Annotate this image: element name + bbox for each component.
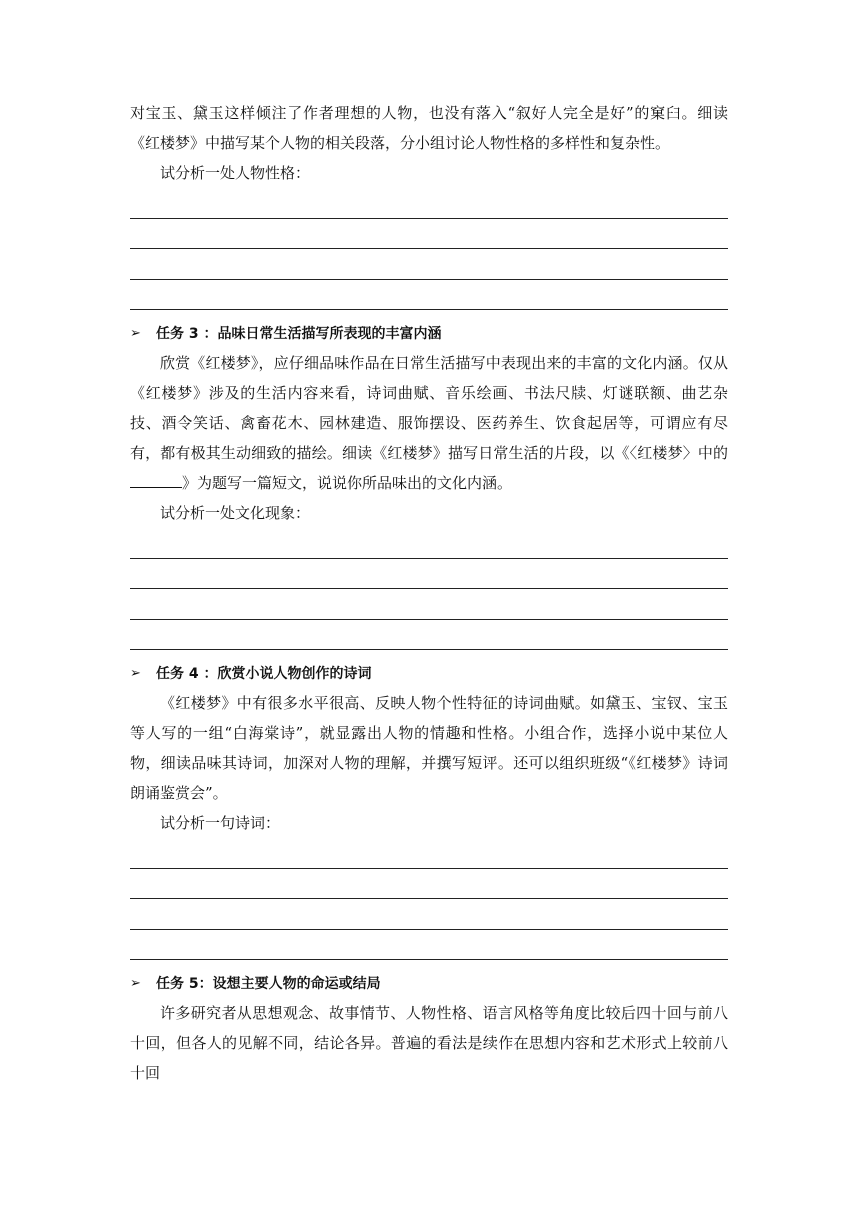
task3-body-start: 欣赏《红楼梦》，应仔细品味作品在日常生活描写中表现出来的丰富的文化内涵。仅从《红楼梦》涉及的生活内容来看，诗词曲赋、音乐绘画、书法尺牍、灯谜联额、曲艺杂技、酒令笑话、禽畜花木、园林建造、服饰摆设、医药养生、饮食起居等，可谓应有尽有，都有极其生动细致的描绘。细读《红楼梦》描写日常生活的片段，以《〈红楼梦〉中的 <box>130 354 728 462</box>
answer-line[interactable] <box>130 620 728 651</box>
bullet-arrow-icon: ➢ <box>130 975 141 991</box>
answer-line[interactable] <box>130 930 728 961</box>
task4-paragraph: 《红楼梦》中有很多水平很高、反映人物个性特征的诗词曲赋。如黛玉、宝钗、宝玉等人写的一组“白海棠诗”，就显露出人物的情趣和性格。小组合作，选择小说中某位人物，细读品味其诗词，加深对人物的理解，并撰写短评。还可以组织班级“《红楼梦》诗词朗诵鉴赏会”。 <box>130 694 728 802</box>
bullet-arrow-icon: ➢ <box>130 325 141 341</box>
task5-heading <box>130 968 728 998</box>
task5-paragraph: 许多研究者从思想观念、故事情节、人物性格、语言风格等角度比较后四十回与前八十回，但各人的见解不同，结论各异。普遍的看法是续作在思想内容和艺术形式上较前八十回 <box>130 1004 728 1082</box>
task3-title: 任务 3 ：品味日常生活描写所表现的丰富内涵 <box>156 326 442 342</box>
task4-heading <box>130 658 728 688</box>
task5-title: 任务 5：设想主要人物的命运或结局 <box>156 976 381 992</box>
answer-line[interactable] <box>130 899 728 930</box>
answer-line[interactable] <box>130 589 728 620</box>
answer-line[interactable] <box>130 869 728 900</box>
answer-line[interactable] <box>130 528 728 559</box>
answer-line[interactable] <box>130 188 728 219</box>
task3-paragraph <box>130 348 728 498</box>
bullet-arrow-icon: ➢ <box>130 665 141 681</box>
answer-line[interactable] <box>130 249 728 280</box>
character-analysis-prompt: 试分析一处人物性格： <box>160 164 311 182</box>
answer-line[interactable] <box>130 219 728 250</box>
culture-analysis-prompt: 试分析一处文化现象： <box>160 504 311 522</box>
intro-paragraph: 对宝玉、黛玉这样倾注了作者理想的人物，也没有落入“叙好人完全是好”的窠臼。细读《红楼梦》中描写某个人物的相关段落，分小组讨论人物性格的多样性和复杂性。 <box>130 104 728 152</box>
answer-line[interactable] <box>130 838 728 869</box>
task4-title: 任务 4 ：欣赏小说人物创作的诗词 <box>156 666 372 682</box>
document-page <box>130 98 728 1088</box>
character-answer-lines[interactable] <box>130 188 728 310</box>
task3-body-end: 》为题写一篇短文，说说你所品味出的文化内涵。 <box>182 474 513 492</box>
answer-line[interactable] <box>130 280 728 311</box>
answer-line[interactable] <box>130 559 728 590</box>
fill-in-blank[interactable] <box>130 471 182 488</box>
poem-answer-lines[interactable] <box>130 838 728 960</box>
culture-answer-lines[interactable] <box>130 528 728 650</box>
poem-analysis-prompt: 试分析一句诗词： <box>160 814 281 832</box>
task3-heading <box>130 318 728 348</box>
